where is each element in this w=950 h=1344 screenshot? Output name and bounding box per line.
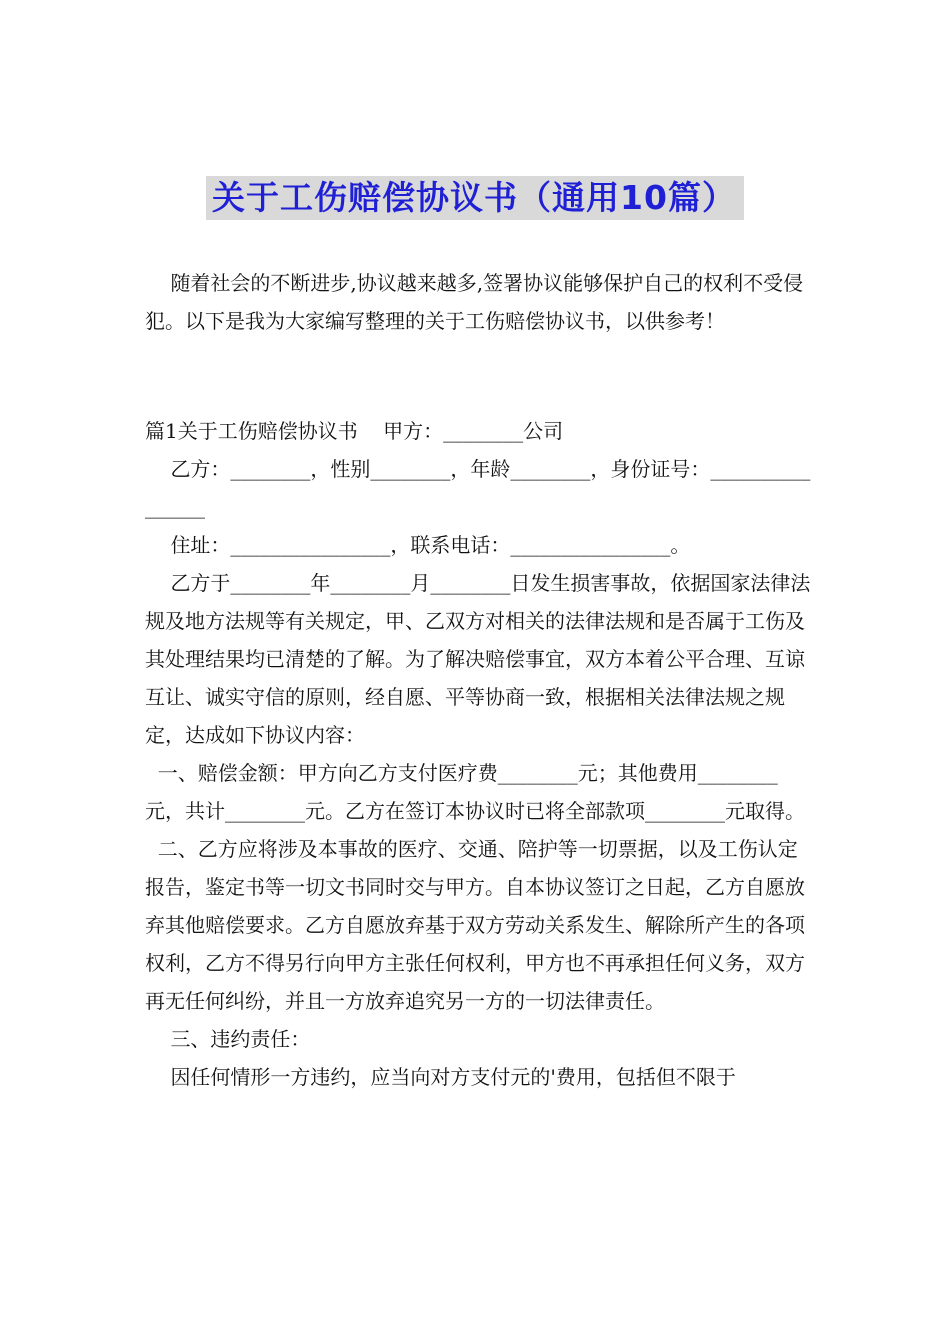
address-phone-line: 住址：________________，联系电话：________________。 — [145, 533, 691, 557]
title-wrap — [0, 176, 950, 220]
section-gap — [145, 340, 815, 412]
clause-compensation: 一、赔偿金额：甲方向乙方支付医疗费________元；其他费用________元，共计________元。乙方在签订本协议时已将全部款项________元取得。 — [145, 761, 805, 823]
agreement-heading-line: 篇1关于工伤赔偿协议书 甲方：________公司 — [145, 419, 564, 443]
intro-paragraph: 随着社会的不断进步,协议越来越多,签署协议能够保护自己的权利不受侵犯。以下是我为大家编写整理的关于工伤赔偿协议书，以供参考！ — [145, 271, 804, 333]
clause-breach-heading: 三、违约责任： — [145, 1027, 311, 1051]
party-b-info-line: 乙方：________，性别________，年龄________，身份证号：________________ — [145, 457, 811, 519]
clause-breach-text: 因任何情形一方违约，应当向对方支付元的'费用，包括但不限于 — [145, 1065, 736, 1089]
document-body — [145, 264, 815, 1096]
incident-paragraph: 乙方于________年________月________日发生损害事故，依据国家法律法规及地方法规等有关规定，甲、乙双方对相关的法律法规和是否属于工伤及其处理结果均已清楚的了解。为了解决赔偿事宜，双方本着公平合理、互谅互让、诚实守信的原则，经自愿、平等协商一致，根据相关法律法规之规定，达成如下协议内容： — [145, 571, 811, 747]
document-title: 关于工伤赔偿协议书（通用10篇） — [206, 176, 744, 220]
clause-documents: 二、乙方应将涉及本事故的医疗、交通、陪护等一切票据，以及工伤认定报告，鉴定书等一切文书同时交与甲方。自本协议签订之日起，乙方自愿放弃其他赔偿要求。乙方自愿放弃基于双方劳动关系发生、解除所产生的各项权利，乙方不得另行向甲方主张任何权利，甲方也不再承担任何义务，双方再无任何纠纷，并且一方放弃追究另一方的一切法律责任。 — [145, 837, 805, 1013]
